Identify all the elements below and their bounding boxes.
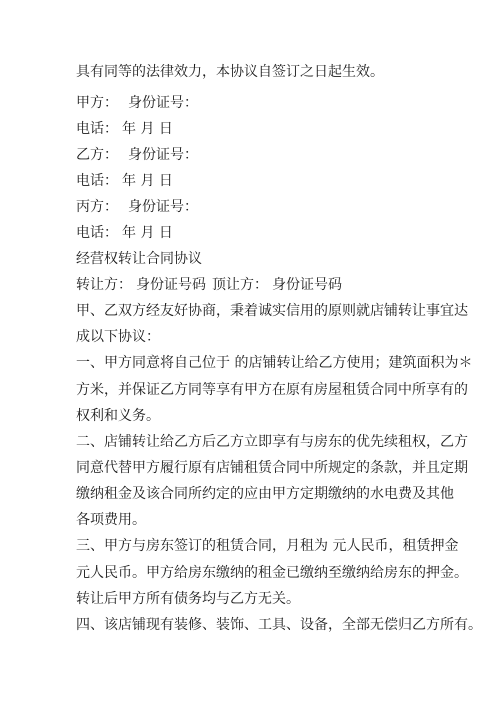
clause-3-line-3: [76, 589, 300, 609]
preamble-line-1: [76, 301, 468, 321]
contract-title-text: 经营权转让合同协议: [76, 251, 202, 267]
clause-2-text-4: 各项费用。: [76, 512, 146, 528]
transferee-label: 顶让方：: [212, 277, 268, 293]
clause-2-line-1: [76, 432, 468, 452]
clause-3-text-1: 三、甲方与房东签订的租赁合同，月租为 元人民币，租赁押金: [76, 538, 459, 554]
party-c-id-label: 身份证号：: [128, 199, 198, 215]
clause-4-line-1: [76, 615, 482, 635]
preamble-text-2: 成以下协议：: [76, 329, 160, 345]
transferee-id-label: 身份证号码: [272, 277, 342, 293]
effect-clause-text: 具有同等的法律效力，本协议自签订之日起生效。: [76, 64, 384, 80]
party-c-phone-label: 电话：: [76, 225, 118, 241]
preamble-text-1: 甲、乙双方经友好协商，秉着诚实信用的原则就店铺转让事宜达: [76, 303, 468, 319]
party-a-label: 甲方：: [76, 95, 118, 111]
contract-title: [76, 249, 202, 269]
clause-1-text-1: 一、甲方同意将自己位于 的店铺转让给乙方使用；建筑面积为＊: [76, 355, 473, 371]
effect-clause-line: [76, 62, 384, 82]
clause-4-text-1: 四、该店铺现有装修、装饰、工具、设备，全部无偿归乙方所有。: [76, 617, 482, 633]
party-c-line: [76, 197, 198, 217]
clause-1-line-1: [76, 353, 472, 373]
party-c-date: 年 月 日: [122, 225, 173, 241]
party-b-id-label: 身份证号：: [128, 147, 198, 163]
transferor-label: 转让方：: [76, 277, 132, 293]
party-b-line: [76, 145, 198, 165]
transfer-parties-line: [76, 275, 342, 295]
party-b-phone-line: [76, 171, 173, 191]
clause-1-text-2: 方米，并保证乙方同等享有甲方在原有房屋租赁合同中所享有的: [76, 382, 468, 398]
clause-2-line-3: [76, 484, 454, 504]
clause-2-text-1: 二、店铺转让给乙方后乙方立即享有与房东的优先续租权，乙方: [76, 434, 468, 450]
party-c-label: 丙方：: [76, 199, 118, 215]
party-a-date: 年 月 日: [122, 121, 173, 137]
clause-2-text-2: 同意代替甲方履行原有店铺租赁合同中所规定的条款，并且定期: [76, 460, 468, 476]
party-a-id-label: 身份证号：: [128, 95, 198, 111]
clause-1-line-2: [76, 380, 468, 400]
clause-1-line-3: [76, 406, 160, 426]
party-a-line: [76, 93, 198, 113]
party-b-date: 年 月 日: [122, 173, 173, 189]
clause-3-line-2: [76, 563, 468, 583]
clause-3-text-2: 元人民币。甲方给房东缴纳的租金已缴纳至缴纳给房东的押金。: [76, 565, 468, 581]
clause-3-line-1: [76, 536, 458, 556]
preamble-line-2: [76, 327, 160, 347]
transferor-id-label: 身份证号码: [136, 277, 206, 293]
party-c-phone-line: [76, 223, 173, 243]
party-a-phone-line: [76, 119, 173, 139]
party-b-label: 乙方：: [76, 147, 118, 163]
party-b-phone-label: 电话：: [76, 173, 118, 189]
clause-2-line-2: [76, 458, 468, 478]
party-a-phone-label: 电话：: [76, 121, 118, 137]
clause-1-text-3: 权利和义务。: [76, 408, 160, 424]
clause-3-text-3: 转让后甲方所有债务均与乙方无关。: [76, 591, 300, 607]
clause-2-line-4: [76, 510, 146, 530]
clause-2-text-3: 缴纳租金及该合同所约定的应由甲方定期缴纳的水电费及其他: [76, 486, 454, 502]
